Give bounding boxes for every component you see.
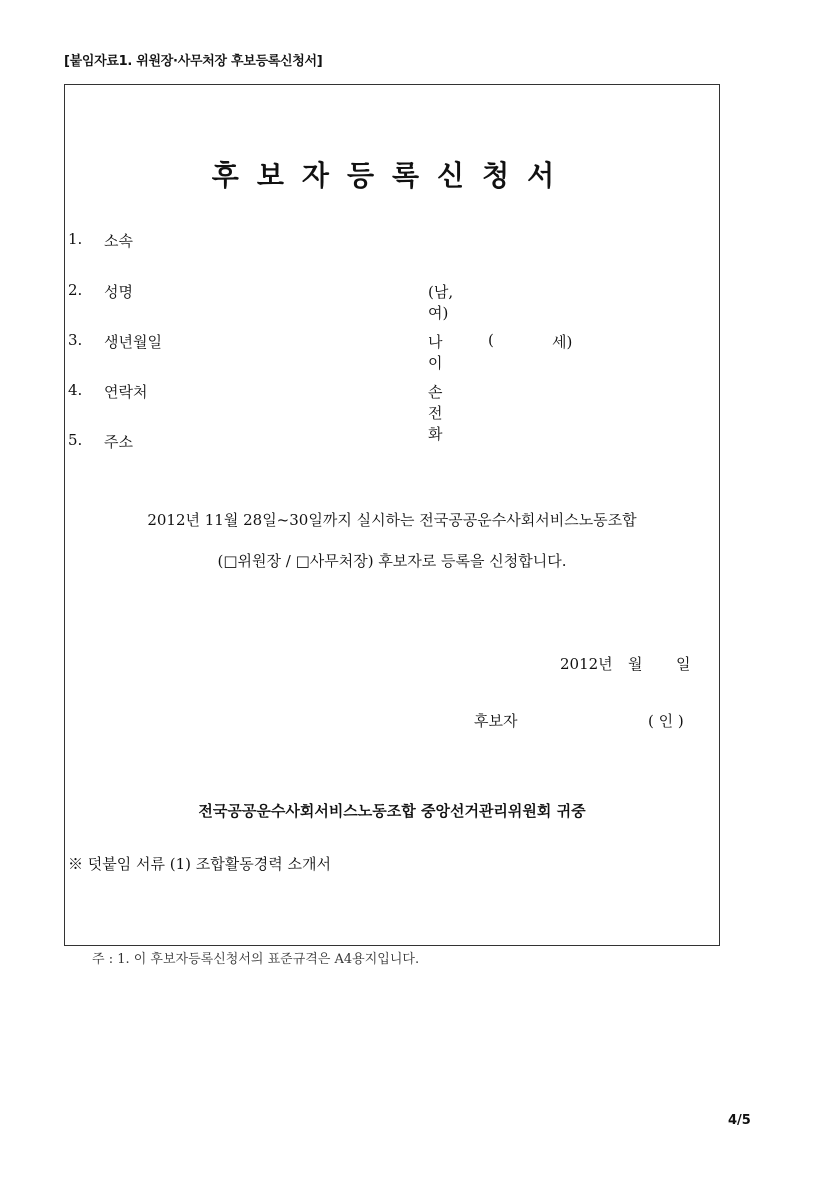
age-label: 나 이 — [428, 333, 447, 372]
field-label: 성명 — [104, 283, 133, 301]
field-number: 3. — [68, 331, 83, 349]
field-number: 2. — [68, 281, 83, 299]
seal-label: ( 인 ) — [648, 712, 684, 730]
mobile-label: 손전화 — [428, 383, 447, 443]
age-unit: 세) — [552, 333, 573, 351]
age-paren-open: ( — [488, 331, 494, 349]
field-label: 소속 — [104, 232, 133, 250]
addressee: 전국공공운수사회서비스노동조합 중앙선거관리위원회 귀중 — [198, 802, 586, 820]
field-number: 5. — [68, 431, 83, 449]
form-title: 후보자등록신청서 — [211, 159, 573, 192]
statement-line-1: 2012년 11월 28일~30일까지 실시하는 전국공공운수사회서비스노동조합 — [147, 511, 637, 529]
footnote: 주 : 1. 이 후보자등록신청서의 표준규격은 A4용지입니다. — [92, 952, 420, 967]
attachment-label: [붙임자료1. 위원장·사무처장 후보등록신청서] — [64, 54, 323, 69]
attachments-note: ※ 덧붙임 서류 (1) 조합활동경력 소개서 — [68, 855, 331, 873]
field-number: 1. — [68, 230, 83, 248]
field-number: 4. — [68, 381, 83, 399]
field-label: 연락처 — [104, 383, 148, 401]
field-label: 주소 — [104, 433, 133, 451]
date-year: 2012년 — [560, 655, 613, 673]
date-day: 일 — [676, 655, 691, 673]
date-month: 월 — [628, 655, 643, 673]
page-number: 4/5 — [728, 1113, 751, 1128]
gender-label: (남, 여) — [428, 283, 454, 322]
candidate-label: 후보자 — [474, 712, 518, 730]
statement-line-2: (□위원장 / □사무처장) 후보자로 등록을 신청합니다. — [217, 552, 567, 570]
field-label: 생년월일 — [104, 333, 162, 351]
